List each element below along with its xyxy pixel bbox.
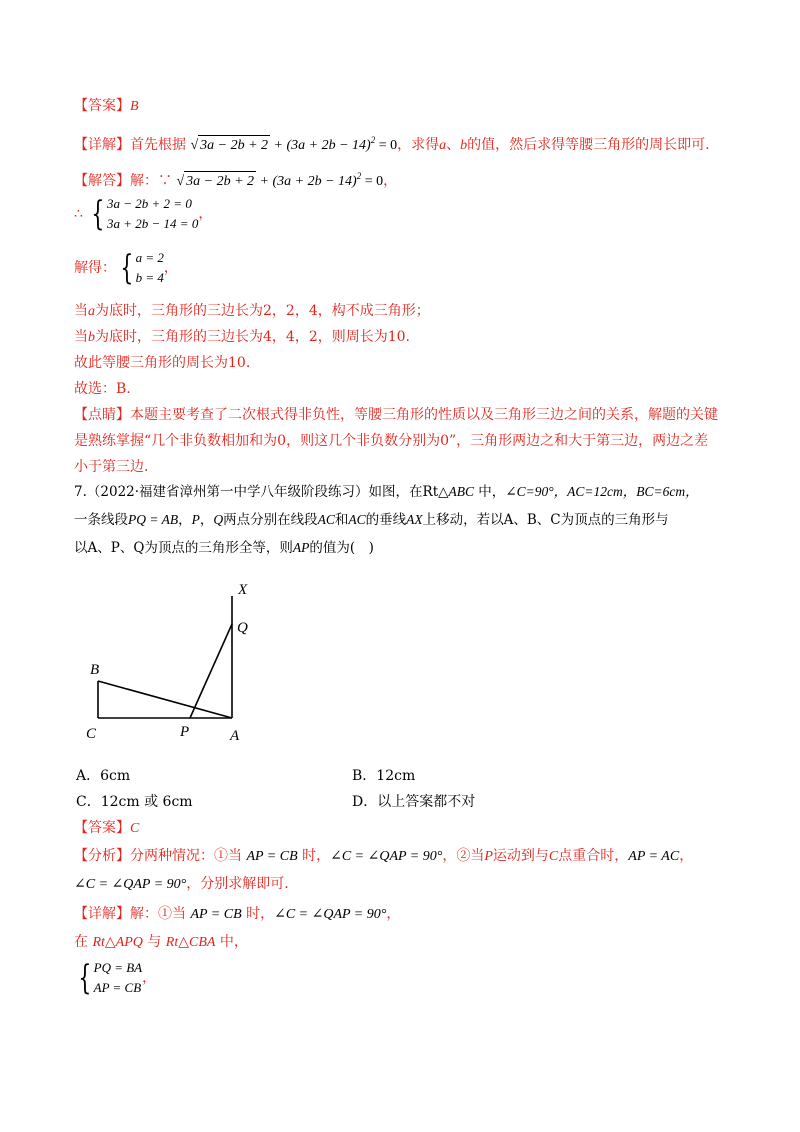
q7-detail-2	[74, 932, 248, 953]
comma: ，	[198, 206, 213, 222]
equation-stack	[136, 248, 164, 288]
q6-comment-1	[74, 405, 718, 425]
text: 在	[74, 934, 93, 950]
equation-stack	[107, 194, 198, 234]
q7-line-3	[74, 538, 374, 558]
q6-solve-line	[74, 166, 397, 192]
option-d[interactable]	[352, 792, 475, 812]
case-var: b	[88, 330, 95, 345]
text: 中，	[215, 934, 248, 950]
text: ，	[199, 512, 214, 528]
q6-case-2	[74, 327, 410, 348]
comment-tag: 【点睛】	[74, 407, 130, 423]
point-q: Q	[213, 512, 224, 527]
expr: AP = CB	[246, 849, 298, 864]
q7-line-1	[74, 482, 699, 502]
point-p: P	[191, 512, 200, 527]
label-b: B	[90, 662, 100, 678]
radicand: 3a − 2b + 2	[184, 171, 256, 192]
question-number: 7.	[74, 484, 87, 500]
left-brace: {	[78, 958, 92, 998]
detail-tag: 【详解】	[74, 906, 130, 922]
option-key: A．	[76, 768, 101, 784]
geometry-figure	[80, 578, 280, 748]
q6-system-2	[74, 248, 178, 288]
segment-eq: PQ = AB	[128, 512, 179, 527]
text: 与	[142, 934, 166, 950]
radical-expression: √ $3a - 2b + 2 + (3a + 2b - 14)^2 = 0$	[176, 174, 383, 189]
option-a[interactable]	[76, 766, 130, 786]
q6-system-1	[74, 194, 212, 234]
q7-system	[74, 958, 156, 998]
plus-sign: +	[270, 138, 287, 153]
equation-1: a = 2	[135, 250, 164, 265]
text: 上移动，若以A、B、C为顶点的三角形与	[422, 512, 669, 528]
segment-ac: AC	[317, 512, 335, 527]
text: 一条线段	[74, 512, 128, 528]
expr: AP = CB	[190, 907, 242, 922]
q7-analysis-1	[74, 846, 693, 867]
var-b: b	[460, 138, 468, 153]
text: ，	[178, 512, 192, 528]
option-value: 12cm	[376, 768, 416, 784]
q6-detail-line	[74, 130, 710, 156]
text: 的值为( )	[309, 540, 374, 556]
paren-term: (3a + 2b − 14)	[286, 138, 371, 153]
radicand: 3a − 2b + 2	[198, 135, 270, 156]
text: 中，	[474, 484, 506, 500]
expr: Rt△APQ	[92, 935, 143, 950]
q6-case-1	[74, 301, 430, 322]
comment-text: 本题主要考查了二次根式得非负性，等腰三角形的性质以及三角形三边之间的关系，解题的关键	[130, 407, 718, 423]
therefore-symbol: ∴	[74, 206, 83, 222]
solve-tag: 【解答】	[74, 173, 130, 189]
comma: ，	[163, 260, 178, 276]
case-text: 为底时，三角形的三边长为2，2，4，构不成三角形；	[95, 303, 430, 319]
line-ax: AX	[406, 512, 423, 527]
paren-term: (3a + 2b − 14)	[272, 174, 357, 189]
label-q: Q	[237, 620, 248, 636]
detail-text: 首先根据	[130, 137, 186, 153]
point-p: P	[484, 849, 493, 864]
q6-conclusion: 故此等腰三角形的周长为10.	[74, 355, 251, 371]
option-key: C．	[76, 794, 101, 810]
text: ，②当	[442, 848, 485, 864]
case-var: a	[88, 304, 95, 319]
text: 解：①当	[130, 906, 191, 922]
expr: Rt△CBA	[165, 935, 216, 950]
text: 以A、P、Q为顶点的三角形全等，则	[74, 540, 293, 556]
label-c: C	[86, 726, 97, 742]
segment-pq	[190, 624, 232, 718]
equals-zero: = 0	[375, 138, 398, 153]
equation-2: b = 4	[135, 270, 164, 285]
detail-text-end: 的值，然后求得等腰三角形的周长即可.	[467, 137, 710, 153]
exponent: 2	[370, 135, 376, 145]
q7-answer-line	[74, 818, 139, 839]
text: 时，	[297, 848, 331, 864]
equation-1: 3a − 2b + 2 = 0	[107, 196, 192, 211]
text: ，	[386, 906, 401, 922]
option-value: 以上答案都不对	[377, 794, 476, 810]
q7-analysis-2	[74, 874, 289, 895]
left-brace: {	[91, 194, 105, 234]
option-key: D．	[352, 794, 378, 810]
segment-ap: AP	[292, 540, 310, 555]
equals-zero: = 0	[361, 174, 384, 189]
exponent: 2	[356, 171, 362, 181]
answer-value: C	[130, 821, 140, 836]
given-values: ∠C=90°，AC=12cm，BC=6cm，	[505, 484, 699, 499]
text: 和	[334, 512, 349, 528]
text: ，	[679, 848, 694, 864]
segment-ac: AC	[348, 512, 366, 527]
expr: ∠C = ∠QAP = 90°	[74, 877, 187, 892]
solution-label: 解得：	[74, 260, 116, 276]
plus-sign: +	[256, 174, 273, 189]
case-pre: 当	[74, 329, 88, 345]
answer-tag: 【答案】	[74, 98, 130, 114]
equation-2: 3a + 2b − 14 = 0	[107, 216, 199, 231]
q6-comment-2: 是熟练掌握“几个非负数相加和为0，则这几个非负数分别为0”，三角形两边之和大于第三边，两边之差	[74, 433, 709, 449]
equation-1: PQ = BA	[93, 960, 143, 975]
case-text: 为底时，三角形的三边长为4，4，2，则周长为10.	[95, 329, 410, 345]
option-value: 12cm 或 6cm	[100, 794, 193, 810]
answer-tag: 【答案】	[74, 820, 130, 836]
triangle-name: ABC	[448, 484, 475, 499]
option-value: 6cm	[100, 768, 131, 784]
option-key: B．	[352, 768, 377, 784]
detail-tag: 【详解】	[74, 137, 130, 153]
q6-comment-3: 小于第三边.	[74, 459, 149, 475]
var-a: a	[439, 138, 447, 153]
expr: AP = AC	[628, 849, 680, 864]
label-a: A	[230, 728, 240, 744]
option-c[interactable]	[76, 792, 193, 812]
point-c: C	[548, 849, 559, 864]
sep: 、	[446, 137, 461, 153]
expr: ∠C = ∠QAP = 90°	[274, 907, 387, 922]
text: 的垂线	[365, 512, 407, 528]
equation-stack	[94, 958, 142, 998]
text: 分两种情况：①当	[130, 848, 247, 864]
q6-answer-line	[74, 96, 139, 117]
case-pre: 当	[74, 303, 88, 319]
segment-ba	[98, 681, 232, 718]
text: 点重合时，	[558, 848, 629, 864]
question-source: （2022·福建省漳州第一中学八年级阶段练习）如图，在Rt△	[86, 484, 449, 500]
solve-text: 解：∵	[130, 173, 177, 189]
detail-text-2: ，求得	[397, 137, 440, 153]
analysis-tag: 【分析】	[74, 848, 130, 864]
comma: ，	[142, 970, 157, 986]
answer-value: B	[130, 99, 139, 114]
text: ，分别求解即可.	[186, 876, 289, 892]
text: 时，	[241, 906, 275, 922]
q7-line-2	[74, 510, 669, 530]
expr: ∠C = ∠QAP = 90°	[330, 849, 443, 864]
left-brace: {	[120, 248, 134, 288]
label-x: X	[238, 582, 248, 598]
option-b[interactable]	[352, 766, 415, 786]
q7-detail-1	[74, 904, 400, 925]
text: 运动到与	[492, 848, 549, 864]
radical-expression: √ $3a - 2b + 2 + (3a + 2b - 14)^2 = 0$	[190, 138, 397, 153]
equation-2: AP = CB	[93, 980, 142, 995]
label-p: P	[180, 724, 190, 740]
solve-comma: ，	[383, 173, 398, 189]
text: 两点分别在线段	[223, 512, 318, 528]
q6-choice: 故选：B.	[74, 381, 131, 397]
